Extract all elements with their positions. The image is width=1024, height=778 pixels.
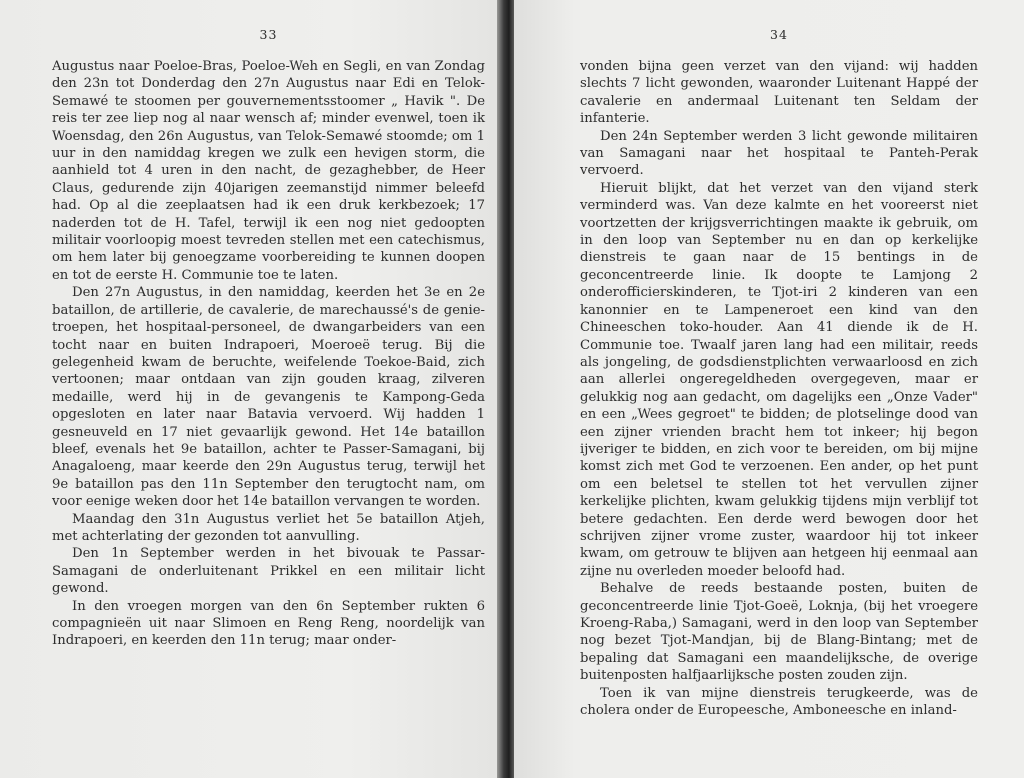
book-gutter [497,0,514,778]
paragraph: Hieruit blijkt, dat het verzet van den vijand sterk verminderd was. Van deze kalmte en het vooreerst niet voortzetten der krijgsverrichtingen maakte ik gebruik, om in den loop van September nu en dan op kerkelijke dienstreis te gaan naar de 15 bentings in de geconcentreerde linie. Ik doopte te Lamjong 2 onderofficierskinderen, te Tjot-iri 2 kinderen van een kanonnier en te Lampeneroet een kind van den Chineeschen toko-houder. Aan 41 diende ik de H. Communie toe. Twaalf jaren lang had een militair, reeds als jongeling, de godsdienstplichten verwaarloosd en zich aan allerlei ongeregeldheden overgegeven, maar er gelukkig nog aan gedacht, om dagelijks een „Onze Vader" en een „Wees gegroet" te bidden; de plotselinge dood van een zijner vrienden bracht hem tot inkeer; hij begon ijveriger te bidden, en zich voor te bereiden, om bij mijne komst zich met God te verzoenen. Een ander, op het punt om een beletsel te stellen tot het vervullen zijner kerkelijke plichten, kwam gelukkig tijdens mijn verblijf tot betere gedachten. Een derde werd bewogen door het schrijven zijner vrome zuster, waardoor hij tot inkeer kwam, om getrouw te blijven aan hetgeen hij eenmaal aan zijne nu overleden moeder beloofd had. [580,180,978,579]
paragraph: Toen ik van mijne dienstreis terugkeerde, was de cholera onder de Europeesche, Amboneesche en inland- [580,685,978,719]
paragraph: vonden bijna geen verzet van den vijand: wij hadden slechts 7 licht gewonden, waaronder Luitenant Happé der cavalerie en andermaal Luitenant ten Seldam der infanterie. [580,59,978,127]
right-page [514,0,1024,778]
paragraph: Augustus naar Poeloe-Bras, Poeloe-Weh en Segli, en van Zondag den 23n tot Donderdag den 27n Augustus naar Edi en Telok-Semawé te stoomen per gouvernementsstoomer „ Havik ". De reis ter zee liep nog al naar wensch af; minder evenwel, toen ik Woensdag, den 26n Augustus, van Telok-Semawé stoomde; om 1 uur in den namiddag kregen we zulk een hevigen storm, die aanhield tot 4 uren in den nacht, de gezaghebber, de Heer Claus, gedurende zijn 40jarigen zeemanstijd nimmer beleefd had. Op al die zeeplaatsen had ik een druk kerkbezoek; 17 naderden tot de H. Tafel, terwijl ik een nog niet gedoopten militair voorloopig moest tevreden stellen met een catechismus, om hem later bij genoegzame voorbereiding te kunnen doopen en tot de eerste H. Communie toe te laten. [52,59,485,283]
body-text [52,58,485,650]
page-number: 34 [770,27,788,42]
paragraph: Maandag den 31n Augustus verliet het 5e bataillon Atjeh, met achterlating der gezonden tot aanvulling. [52,511,485,544]
paragraph: In den vroegen morgen van den 6n September rukten 6 compagnieën uit naar Slimoen en Reng Reng, noordelijk van Indrapoeri, en keerden den 11n terug; maar onder- [52,598,485,649]
paragraph: Den 24n September werden 3 licht gewonde militairen van Samagani naar het hospitaal te Panteh-Perak vervoerd. [580,128,978,179]
paragraph: Den 1n September werden in het bivouak te Passar-Samagani de onderluitenant Prikkel en een militair licht gewond. [52,546,485,597]
page-number: 33 [259,27,278,42]
paragraph: Behalve de reeds bestaande posten, buiten de geconcentreerde linie Tjot-Goeë, Loknja, (bij het vroegere Kroeng-Raba,) Samagani, werd in den loop van September nog bezet Tjot-Mandjan, bij de Blang-Bintang; met de bepaling dat Samagani een maandelijksche, de overige buitenposten halfjaarlijksche posten zouden zijn. [580,581,978,684]
body-text [580,58,978,719]
paragraph: Den 27n Augustus, in den namiddag, keerden het 3e en 2e bataillon, de artillerie, de cavalerie, de marechaussé's de genie-troepen, het hospitaal-personeel, de dwangarbeiders van een tocht naar en buiten Indrapoeri, Moeroeë terug. Bij die gelegenheid kwam de beruchte, weifelende Toekoe-Baid, zich vertoonen; maar ontdaan van zijn gouden kraag, zilveren medaille, werd hij in de gevangenis te Kampong-Geda opgesloten en later naar Batavia vervoerd. Wij hadden 1 gesneuveld en 17 niet gevaarlijk gewond. Het 14e bataillon bleef, evenals het 9e bataillon, achter te Passer-Samagani, bij Anagaloeng, maar keerde den 29n Augustus terug, terwijl het 9e bataillon pas den 11n September den terugtocht nam, om voor eenige weken door het 14e bataillon vervangen te worden. [52,285,485,510]
left-page [0,0,497,778]
